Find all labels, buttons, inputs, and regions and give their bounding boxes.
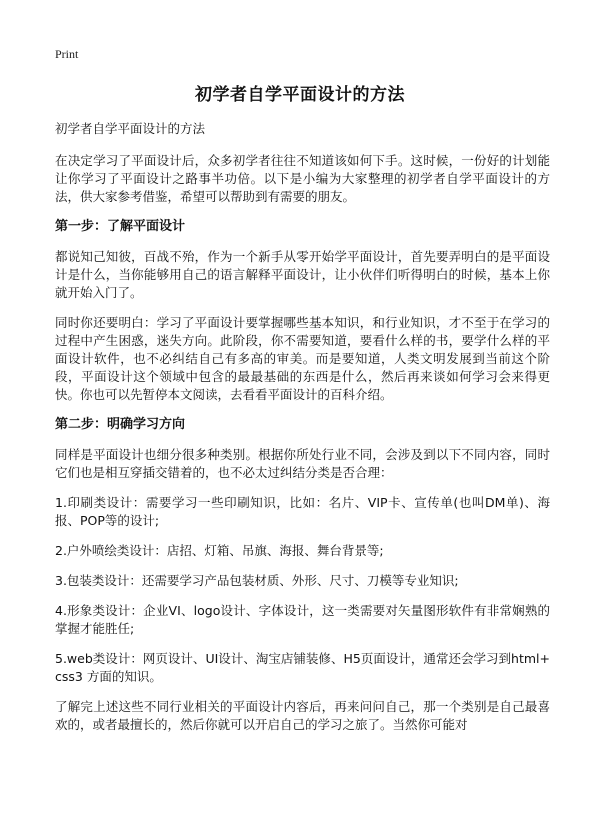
step2-heading: 第二步：明确学习方向 — [55, 417, 186, 432]
article-subtitle: 初学者自学平面设计的方法 — [55, 121, 206, 136]
list-item: 4.形象类设计：企业VI、logo设计、字体设计，这一类需要对矢量图形软件有非常娴熟的掌握才能胜任; — [55, 603, 550, 636]
page-title: 初学者自学平面设计的方法 — [195, 85, 405, 105]
step1-paragraph-1: 都说知己知彼，百战不殆，作为一个新手从零开始学平面设计，首先要弄明白的是平面设计是什么，当你能够用自己的语言解释平面设计，让小伙伴们听得明白的时候，基本上你就开始入门了。 — [55, 249, 550, 300]
list-item: 3.包装类设计：还需要学习产品包装材质、外形、尺寸、刀模等专业知识; — [55, 573, 459, 588]
article-body — [55, 120, 550, 746]
step1-paragraph-2: 同时你还要明白：学习了平面设计要掌握哪些基本知识，和行业知识，才不至于在学习的过程中产生困惑，迷失方向。此阶段，你不需要知道，要看什么样的书，要学什么样的平面设计软件，也不必纠结自己有多高的审美。而是要知道，人类文明发展到当前这个阶段，平面设计这个领域中包含的最最基础的东西是什么，然后再来谈如何学习会来得更快。你也可以先暂停本文阅读，去看看平面设计的百科介绍。 — [55, 315, 550, 402]
step2-paragraph-1: 同样是平面设计也细分很多种类别。根据你所处行业不同，会涉及到以下不同内容，同时它们也是相互穿插交错着的，也不必太过纠结分类是否合理： — [55, 447, 550, 480]
list-item: 2.户外喷绘类设计：店招、灯箱、吊旗、海报、舞台背景等; — [55, 543, 384, 558]
list-item: 5.web类设计：网页设计、UI设计、淘宝店铺装修、H5页面设计，通常还会学习到html+css3 方面的知识。 — [55, 651, 550, 684]
step1-heading: 第一步：了解平面设计 — [55, 219, 186, 234]
print-link[interactable]: Print — [55, 47, 79, 61]
intro-paragraph: 在决定学习了平面设计后，众多初学者往往不知道该如何下手。这时候，一份好的计划能让你学习了平面设计之路事半功倍。以下是小编为大家整理的初学者自学平面设计的方法，供大家参考借鉴，希望可以帮助到有需要的朋友。 — [55, 153, 550, 204]
list-item: 1.印刷类设计：需要学习一些印刷知识，比如：名片、VIP卡、宣传单(也叫DM单)、海报、POP等的设计; — [55, 495, 550, 528]
step2-paragraph-2: 了解完上述这些不同行业相关的平面设计内容后，再来问问自己，那一个类别是自己最喜欢的，或者最擅长的，然后你就可以开启自己的学习之旅了。当然你可能对 — [55, 699, 550, 732]
